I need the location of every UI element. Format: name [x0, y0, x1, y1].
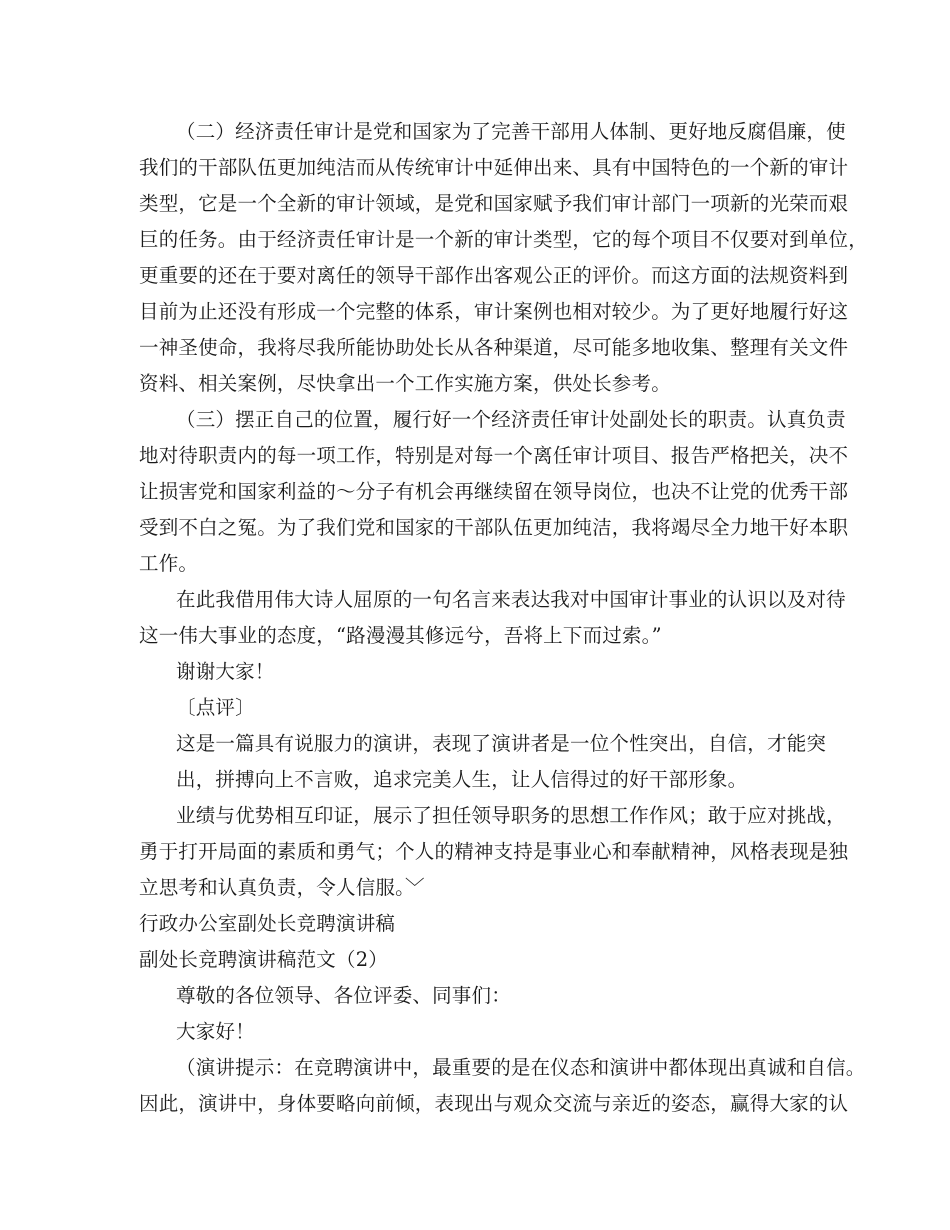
review-heading: 〔点评〕: [176, 696, 255, 719]
paragraph-2-line-2: 我们的干部队伍更加纯洁而从传统审计中延伸出来、具有中国特色的一个新的审计: [139, 156, 849, 179]
paragraph-3-line-2: 地对待职责内的每一项工作，特别是对每一个离任审计项目、报告严格把关，决不: [139, 444, 849, 467]
tip-paragraph-line-2: 因此，演讲中，身体要略向前倾，表现出与观众交流与亲近的姿态，赢得大家的认: [139, 1092, 849, 1115]
paragraph-3-line-4: 受到不白之冤。为了我们党和国家的干部队伍更加纯洁，我将竭尽全力地干好本职: [139, 516, 849, 539]
thanks-line: 谢谢大家！: [176, 660, 275, 683]
review-paragraph-2-line-1: 业绩与优势相互印证，展示了担任领导职务的思想工作作风；敢于应对挑战，: [176, 804, 846, 827]
article-title: 行政办公室副处长竞聘演讲稿: [139, 912, 396, 935]
quote-paragraph-line-2: 这一伟大事业的态度，“路漫漫其修远兮，吾将上下而过索。”: [139, 624, 662, 647]
paragraph-3-line-1: （三）摆正自己的位置，履行好一个经济责任审计处副处长的职责。认真负责: [176, 408, 846, 431]
review-paragraph-2-line-2: 勇于打开局面的素质和勇气；个人的精神支持是事业心和奉献精神，风格表现是独: [139, 840, 849, 863]
paragraph-2-line-6: 目前为止还没有形成一个完整的体系，审计案例也相对较少。为了更好地履行好这: [139, 300, 849, 323]
greeting-line: 大家好！: [176, 1020, 255, 1043]
quote-paragraph-line-1: 在此我借用伟大诗人屈原的一句名言来表达我对中国审计事业的认识以及对待: [176, 588, 846, 611]
review-paragraph-2-line-3: 立思考和认真负责，令人信服。﹀: [139, 876, 425, 899]
paragraph-2-line-3: 类型，它是一个全新的审计领域，是党和国家赋予我们审计部门一项新的光荣而艰: [139, 192, 849, 215]
salutation-line: 尊敬的各位领导、各位评委、同事们：: [176, 984, 511, 1007]
paragraph-2-line-5: 更重要的还在于要对离任的领导干部作出客观公正的评价。而这方面的法规资料到: [139, 264, 849, 287]
paragraph-2-line-8: 资料、相关案例，尽快拿出一个工作实施方案，供处长参考。: [139, 372, 671, 395]
paragraph-3-line-3: 让损害党和国家利益的～分子有机会再继续留在领导岗位，也决不让党的优秀干部: [139, 480, 849, 503]
paragraph-2-line-1: （二）经济责任审计是党和国家为了完善干部用人体制、更好地反腐倡廉，使: [176, 120, 846, 143]
article-subtitle: 副处长竞聘演讲稿范文（2）: [139, 948, 389, 971]
paragraph-2-line-4: 巨的任务。由于经济责任审计是一个新的审计类型，它的每个项目不仅要对到单位，: [139, 228, 868, 251]
paragraph-3-line-5: 工作。: [139, 552, 199, 575]
review-line-2: 出，拼搏向上不言败，追求完美人生，让人信得过的好干部形象。: [176, 768, 748, 791]
review-line-1: 这是一篇具有说服力的演讲，表现了演讲者是一位个性突出，自信，才能突: [176, 732, 827, 755]
paragraph-2-line-7: 一神圣使命，我将尽我所能协助处长从各种渠道，尽可能多地收集、整理有关文件: [139, 336, 849, 359]
tip-paragraph-line-1: （演讲提示：在竞聘演讲中，最重要的是在仪态和演讲中都体现出真诚和自信。: [176, 1056, 866, 1079]
